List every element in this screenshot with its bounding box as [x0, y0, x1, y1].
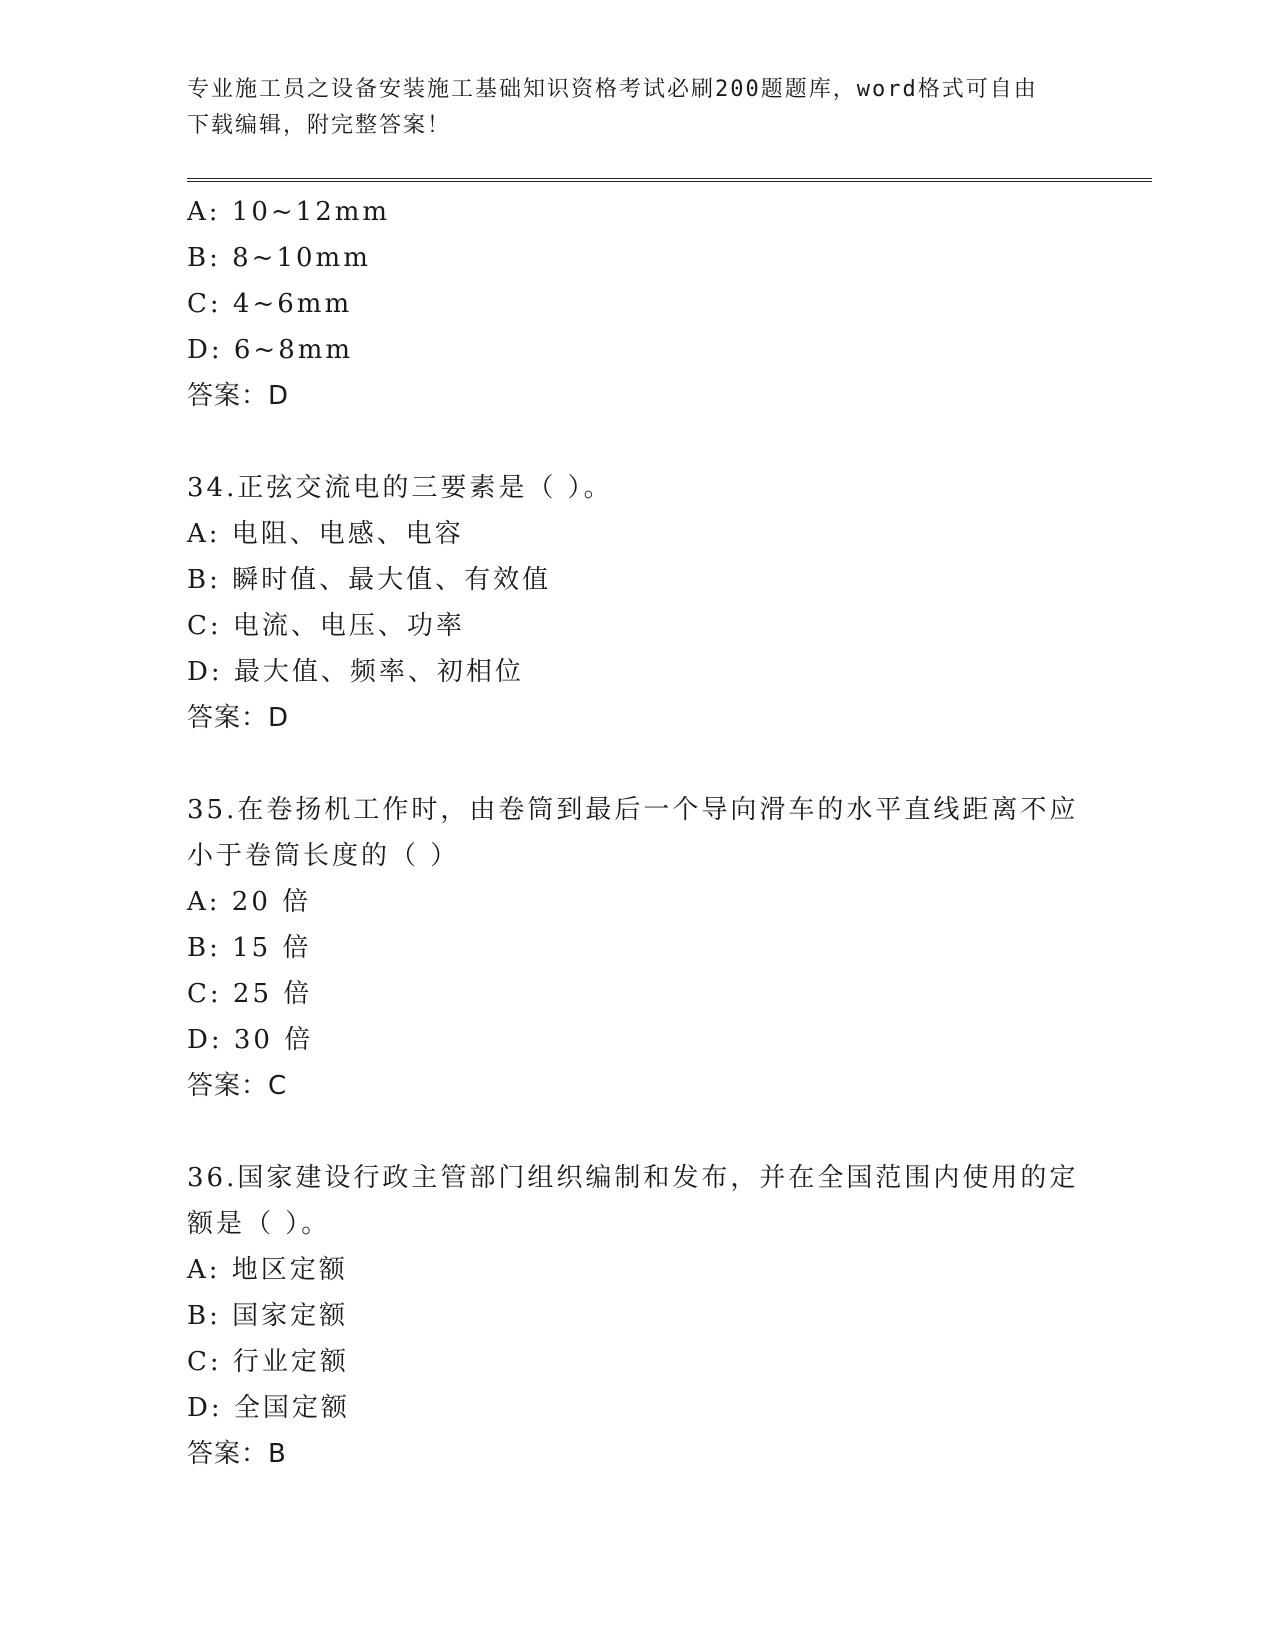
question-block-36	[187, 1155, 1087, 1477]
option-b: B: 8~10mm	[187, 243, 371, 273]
option-c: C: 电流、电压、功率	[187, 611, 465, 641]
question-block-35	[187, 787, 1087, 1109]
option-d: D: 30 倍	[187, 1025, 314, 1055]
question-stem: 36.国家建设行政主管部门组织编制和发布，并在全国范围内使用的定	[187, 1163, 1079, 1193]
header-title-line-2: 下载编辑，附完整答案！	[187, 113, 452, 138]
header-title-line-1: 专业施工员之设备安装施工基础知识资格考试必刷200题题库，word格式可自由	[187, 77, 1038, 102]
option-a: A: 20 倍	[187, 887, 312, 917]
option-a: A: 电阻、电感、电容	[187, 519, 464, 549]
question-stem: 34.正弦交流电的三要素是（ ）。	[187, 473, 613, 503]
option-b: B: 15 倍	[187, 933, 312, 963]
option-d: D: 6~8mm	[187, 335, 354, 365]
answer-line: 答案：B	[187, 1439, 287, 1469]
answer-line: 答案：D	[187, 381, 290, 411]
option-a: A: 10~12mm	[187, 197, 391, 227]
option-c: C: 4~6mm	[187, 289, 353, 319]
answer-line: 答案：C	[187, 1071, 288, 1101]
question-list	[187, 189, 1087, 1477]
option-c: C: 25 倍	[187, 979, 313, 1009]
document-header	[187, 72, 1087, 144]
option-c: C: 行业定额	[187, 1347, 349, 1377]
option-d: D: 最大值、频率、初相位	[187, 657, 524, 687]
option-b: B: 国家定额	[187, 1301, 349, 1331]
question-stem: 35.在卷扬机工作时，由卷筒到最后一个导向滑车的水平直线距离不应	[187, 795, 1079, 825]
question-block-34	[187, 465, 1087, 741]
option-d: D: 全国定额	[187, 1393, 350, 1423]
header-divider	[187, 178, 1152, 182]
question-stem-continued: 额是（ ）。	[187, 1209, 331, 1239]
question-stem-continued: 小于卷筒长度的（ ）	[187, 841, 460, 871]
question-block-33	[187, 189, 1087, 419]
answer-line: 答案：D	[187, 703, 290, 733]
option-b: B: 瞬时值、最大值、有效值	[187, 565, 552, 595]
option-a: A: 地区定额	[187, 1255, 348, 1285]
